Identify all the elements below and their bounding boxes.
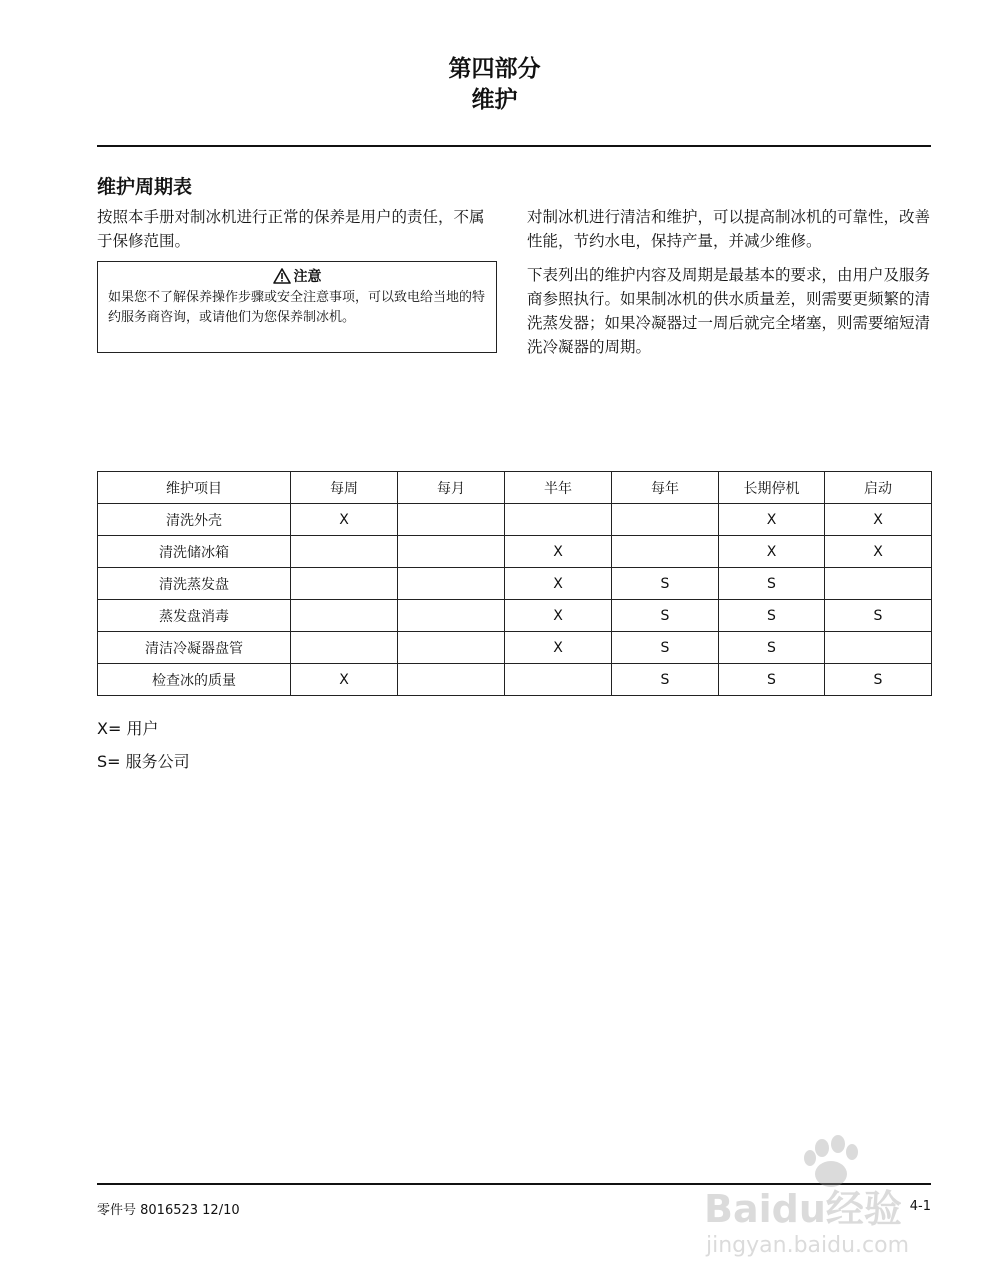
section-subtitle: 维护 — [471, 87, 518, 113]
mark-cell: S — [825, 600, 932, 632]
mark-cell — [398, 632, 505, 664]
header-cell: 每周 — [291, 472, 398, 504]
table-row — [98, 632, 932, 664]
table-row — [98, 536, 932, 568]
mark-cell: X — [825, 536, 932, 568]
left-paragraph: 按照本手册对制冰机进行正常的保养是用户的责任，不属于保修范围。 — [97, 208, 485, 250]
table-header-row — [98, 472, 932, 504]
notice-body: 如果您不了解保养操作步骤或安全注意事项，可以致电给当地的特约服务商咨询，或请他们为您保养制冰机。 — [108, 290, 486, 325]
mark-cell — [398, 504, 505, 536]
mark-cell: S — [825, 664, 932, 696]
mark-cell: X — [505, 536, 612, 568]
mark-cell — [612, 536, 719, 568]
item-cell: 清洁冷凝器盘管 — [98, 632, 291, 664]
mark-cell — [291, 536, 398, 568]
page-title — [0, 54, 989, 116]
mark-cell — [398, 664, 505, 696]
mark-cell: S — [612, 600, 719, 632]
mark-cell: S — [719, 568, 825, 600]
mark-cell: S — [612, 568, 719, 600]
mark-cell: X — [505, 568, 612, 600]
item-cell: 蒸发盘消毒 — [98, 600, 291, 632]
maintenance-schedule-table — [97, 471, 932, 696]
footer-part-number: 零件号 8016523 12/10 — [97, 1203, 240, 1218]
footer-page-number: 4-1 — [909, 1199, 931, 1214]
mark-cell: S — [719, 664, 825, 696]
notice-title-text: 注意 — [293, 269, 322, 285]
legend-key-s: S= — [97, 752, 121, 771]
header-cell: 启动 — [825, 472, 932, 504]
legend-user — [97, 718, 158, 740]
notice-title — [108, 266, 486, 288]
legend-key-x: X= — [97, 719, 122, 738]
right-paragraph-2: 下表列出的维护内容及周期是最基本的要求，由用户及服务商参照执行。如果制冰机的供水质量差，则需要更频繁的清洗蒸发器；如果冷凝器过一周后就完全堵塞，则需要缩短清洗冷凝器的周期。 — [527, 266, 931, 356]
table-row — [98, 600, 932, 632]
header-cell: 维护项目 — [98, 472, 291, 504]
header-cell: 长期停机 — [719, 472, 825, 504]
watermark-url: jingyan.baidu.com — [706, 1233, 910, 1258]
baidu-watermark — [700, 1130, 950, 1260]
part-title: 第四部分 — [448, 56, 541, 82]
legend-label-service: 服务公司 — [125, 752, 190, 771]
mark-cell: S — [719, 632, 825, 664]
item-cell: 清洗蒸发盘 — [98, 568, 291, 600]
mark-cell — [398, 600, 505, 632]
mark-cell — [291, 600, 398, 632]
notice-box — [97, 261, 497, 353]
left-column — [97, 205, 497, 253]
mark-cell — [398, 568, 505, 600]
mark-cell — [398, 536, 505, 568]
section-heading: 维护周期表 — [97, 176, 193, 198]
mark-cell: S — [719, 600, 825, 632]
mark-cell: X — [719, 504, 825, 536]
table-row — [98, 504, 932, 536]
legend-service — [97, 751, 190, 773]
mark-cell: X — [291, 664, 398, 696]
mark-cell: S — [612, 664, 719, 696]
item-cell: 清洗外壳 — [98, 504, 291, 536]
item-cell: 清洗储冰箱 — [98, 536, 291, 568]
legend-label-user: 用户 — [126, 719, 159, 738]
mark-cell — [291, 568, 398, 600]
header-cell: 每月 — [398, 472, 505, 504]
item-cell: 检查冰的质量 — [98, 664, 291, 696]
mark-cell — [505, 504, 612, 536]
mark-cell: X — [505, 632, 612, 664]
mark-cell: S — [612, 632, 719, 664]
header-cell: 半年 — [505, 472, 612, 504]
paw-icon — [700, 1130, 950, 1260]
right-column — [527, 205, 932, 359]
right-paragraph-1: 对制冰机进行清洁和维护，可以提高制冰机的可靠性，改善性能，节约水电，保持产量，并减少维修。 — [527, 208, 931, 250]
mark-cell — [291, 632, 398, 664]
mark-cell: X — [719, 536, 825, 568]
mark-cell — [825, 632, 932, 664]
header-divider — [97, 145, 931, 147]
mark-cell — [505, 664, 612, 696]
mark-cell: X — [825, 504, 932, 536]
header-cell: 每年 — [612, 472, 719, 504]
warning-triangle-icon — [273, 268, 291, 284]
table-row — [98, 568, 932, 600]
watermark-brand: Baidu经验 — [704, 1187, 902, 1231]
mark-cell — [825, 568, 932, 600]
mark-cell: X — [505, 600, 612, 632]
mark-cell: X — [291, 504, 398, 536]
mark-cell — [612, 504, 719, 536]
table-row — [98, 664, 932, 696]
